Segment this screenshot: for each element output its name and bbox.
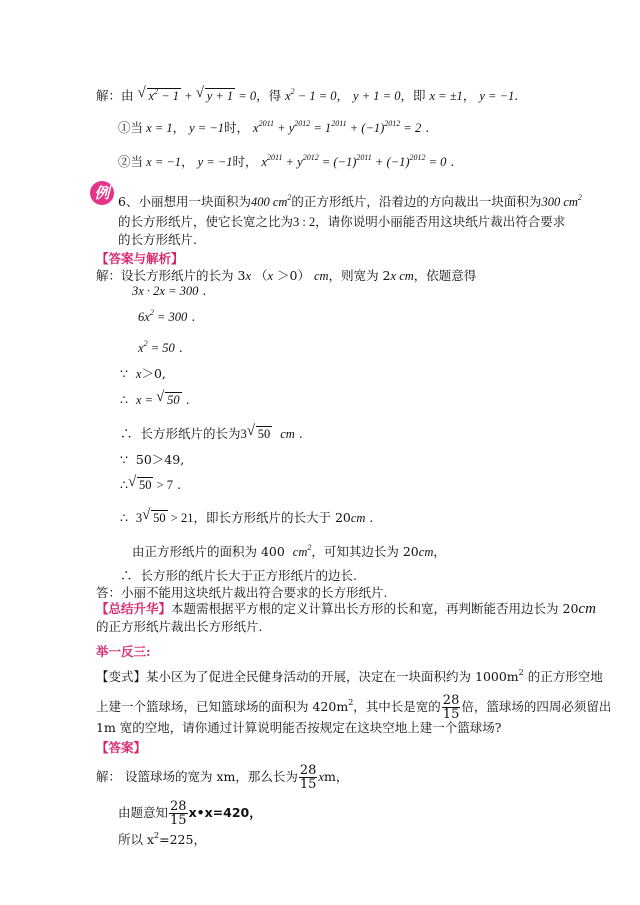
equation-3: $x^2 = 50$ . <box>138 339 183 355</box>
final-answer-line: 答：小丽不能用这块纸片裁出符合要求的长方形纸片. <box>96 585 388 600</box>
question-6-line-1: 6、小丽想用一块面积为400 $cm^2$的正方形纸片，沿着边的方向裁出一块面积为300 $cm^2$ <box>118 193 582 209</box>
solution-step-1: 解：设长方形纸片的长为 3x （x ＞0） cm，则宽为 2x cm，依题意得 <box>96 268 477 283</box>
solution-line-1: 解：由 √ $x^2 - 1$ + √ y + 1 = 0，得 $x^2 - 1 = 0$， y + 1 = 0，即 x = ±1， y = −1. <box>96 88 518 104</box>
answer2-line-1: 解： 设篮球场的宽为 xm，那么长为 $\frac{28}{15}$ xm， <box>96 763 349 792</box>
variant-line-3: 1m 宽的空地，请你通过计算说明能否按规定在这块空地上建一个篮球场? <box>96 720 502 735</box>
variant-line-2: 上建一个篮球场，已知篮球场的面积为 $420m^2$，其中长是宽的 $\frac{28}{15}$ 倍，篮球场的四周必须留出 <box>96 693 612 722</box>
compare-line-2: ∴√ 50 > 7 . <box>120 477 181 493</box>
compare-line-1: ∵ 50＞49, <box>120 452 185 467</box>
summary-line-2: 的正方形纸片裁出长方形纸片. <box>96 619 263 634</box>
case-2-line: ②当 x = −1， y = −1时， $x^{2011} + y^{2012} = (-1)^{2011} + (-1)^{2012} = 0$ . <box>118 153 455 169</box>
answer2-line-2: 由题意知 $\frac{28}{15}$ x•x=420， <box>118 799 262 828</box>
question-6-line-3: 的长方形纸片. <box>118 232 197 247</box>
length-line: ∴ 长方形纸片的长为3√ 50 cm . <box>120 426 303 442</box>
variant-line-1: 【变式】某小区为了促进全民健身活动的开展，决定在一块面积约为 $1000m^2$ 的正方形空地 <box>96 668 603 684</box>
answer-heading: 【答案与解析】 <box>96 251 184 266</box>
equation-1: 3x · 2x = 300 . <box>132 283 207 298</box>
square-side-line: 由正方形纸片的面积为 400 $cm^2$，可知其边长为 20cm， <box>132 543 446 559</box>
equation-2: $6x^2 = 300$ . <box>138 308 196 324</box>
condition-line: ∵ x＞0, <box>120 366 166 381</box>
case-1-line: ①当 x = 1， y = −1时， $x^{2011} + y^{2012} = 1^{2011} + (-1)^{2012} = 2$ . <box>118 119 430 135</box>
question-6-line-2: 的长方形纸片，使它长宽之比为3 : 2，请你说明小丽能否用这块纸片裁出符合要求 <box>118 214 566 229</box>
practice-heading: 举一反三: <box>96 644 151 659</box>
conclusion-line: ∴ 长方形的纸片长大于正方形纸片的边长. <box>120 568 357 583</box>
answer2-heading: 【答案】 <box>96 740 147 755</box>
summary-heading: 【总结升华】 <box>96 601 172 616</box>
example-badge: 例 <box>90 181 114 205</box>
summary-line-1: 【总结升华】本题需根据平方根的定义计算出长方形的长和宽，再判断能否用边长为 20cm <box>96 601 596 617</box>
answer2-line-3: 所以 $x^2=225$， <box>118 831 206 847</box>
compare-line-3: ∴ 3√ 50 > 21，即长方形纸片的长大于 20cm . <box>120 510 373 526</box>
root-line: ∴ x = √ 50 . <box>120 392 190 408</box>
